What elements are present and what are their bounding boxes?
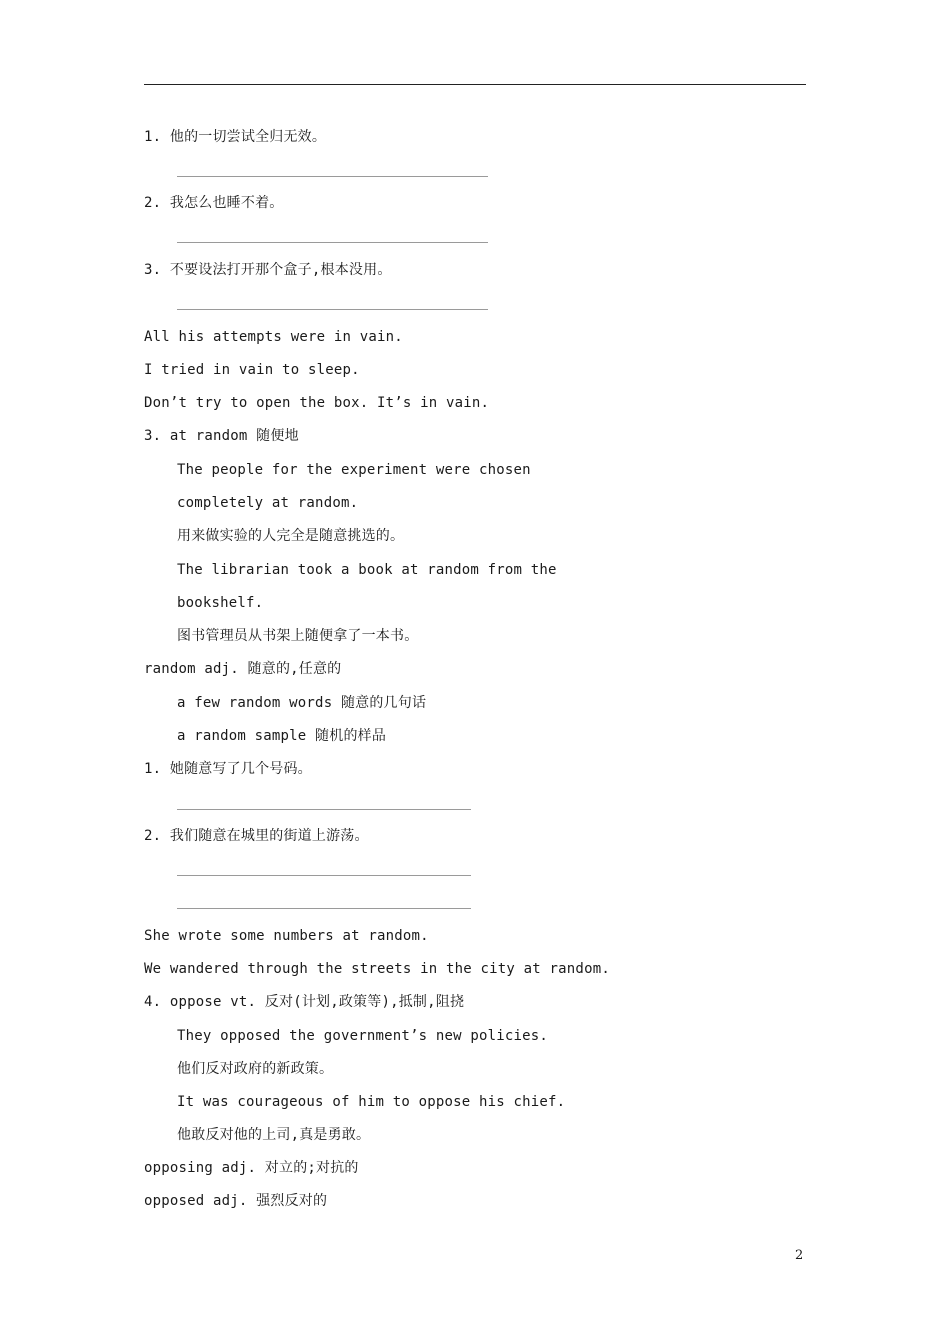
word-definition-opposing: opposing adj. 对立的;对抗的 xyxy=(144,1160,359,1176)
example-sentence: The people for the experiment were chosen xyxy=(177,462,531,478)
answer-1: All his attempts were in vain. xyxy=(144,329,403,345)
entry-heading-at-random: 3. at random 随便地 xyxy=(144,428,299,444)
header-rule xyxy=(144,84,806,85)
example-translation: 用来做实验的人完全是随意挑选的。 xyxy=(177,528,405,544)
exercise-question-2: 2. 我怎么也睡不着。 xyxy=(144,195,284,211)
exercise-question-3: 3. 不要设法打开那个盒子,根本没用。 xyxy=(144,262,392,278)
example-translation: 图书管理员从书架上随便拿了一本书。 xyxy=(177,628,419,644)
answer-blank-1[interactable] xyxy=(177,176,488,177)
answer-3: Don’t try to open the box. It’s in vain. xyxy=(144,395,490,411)
answer-5: We wandered through the streets in the city at random. xyxy=(144,961,610,977)
phrase-example: a few random words 随意的几句话 xyxy=(177,695,427,711)
answer-blank-2[interactable] xyxy=(177,242,488,243)
example-sentence: They opposed the government’s new policies. xyxy=(177,1028,549,1044)
exercise-question-5: 2. 我们随意在城里的街道上游荡。 xyxy=(144,828,369,844)
example-sentence: It was courageous of him to oppose his chief. xyxy=(177,1094,566,1110)
example-translation: 他敢反对他的上司,真是勇敢。 xyxy=(177,1127,371,1143)
answer-blank-5a[interactable] xyxy=(177,875,471,876)
example-translation: 他们反对政府的新政策。 xyxy=(177,1061,334,1077)
page-number: 2 xyxy=(795,1248,804,1263)
word-definition-opposed: opposed adj. 强烈反对的 xyxy=(144,1193,328,1209)
answer-4: She wrote some numbers at random. xyxy=(144,928,429,944)
answer-blank-4[interactable] xyxy=(177,809,471,810)
example-sentence: bookshelf. xyxy=(177,595,264,611)
answer-blank-5b[interactable] xyxy=(177,908,471,909)
exercise-question-1: 1. 他的一切尝试全归无效。 xyxy=(144,129,327,145)
answer-blank-3[interactable] xyxy=(177,309,488,310)
example-sentence: completely at random. xyxy=(177,495,359,511)
example-sentence: The librarian took a book at random from the xyxy=(177,562,557,578)
phrase-example: a random sample 随机的样品 xyxy=(177,728,387,744)
answer-2: I tried in vain to sleep. xyxy=(144,362,360,378)
word-definition-random: random adj. 随意的,任意的 xyxy=(144,661,342,677)
exercise-question-4: 1. 她随意写了几个号码。 xyxy=(144,761,312,777)
entry-heading-oppose: 4. oppose vt. 反对(计划,政策等),抵制,阻挠 xyxy=(144,994,465,1010)
